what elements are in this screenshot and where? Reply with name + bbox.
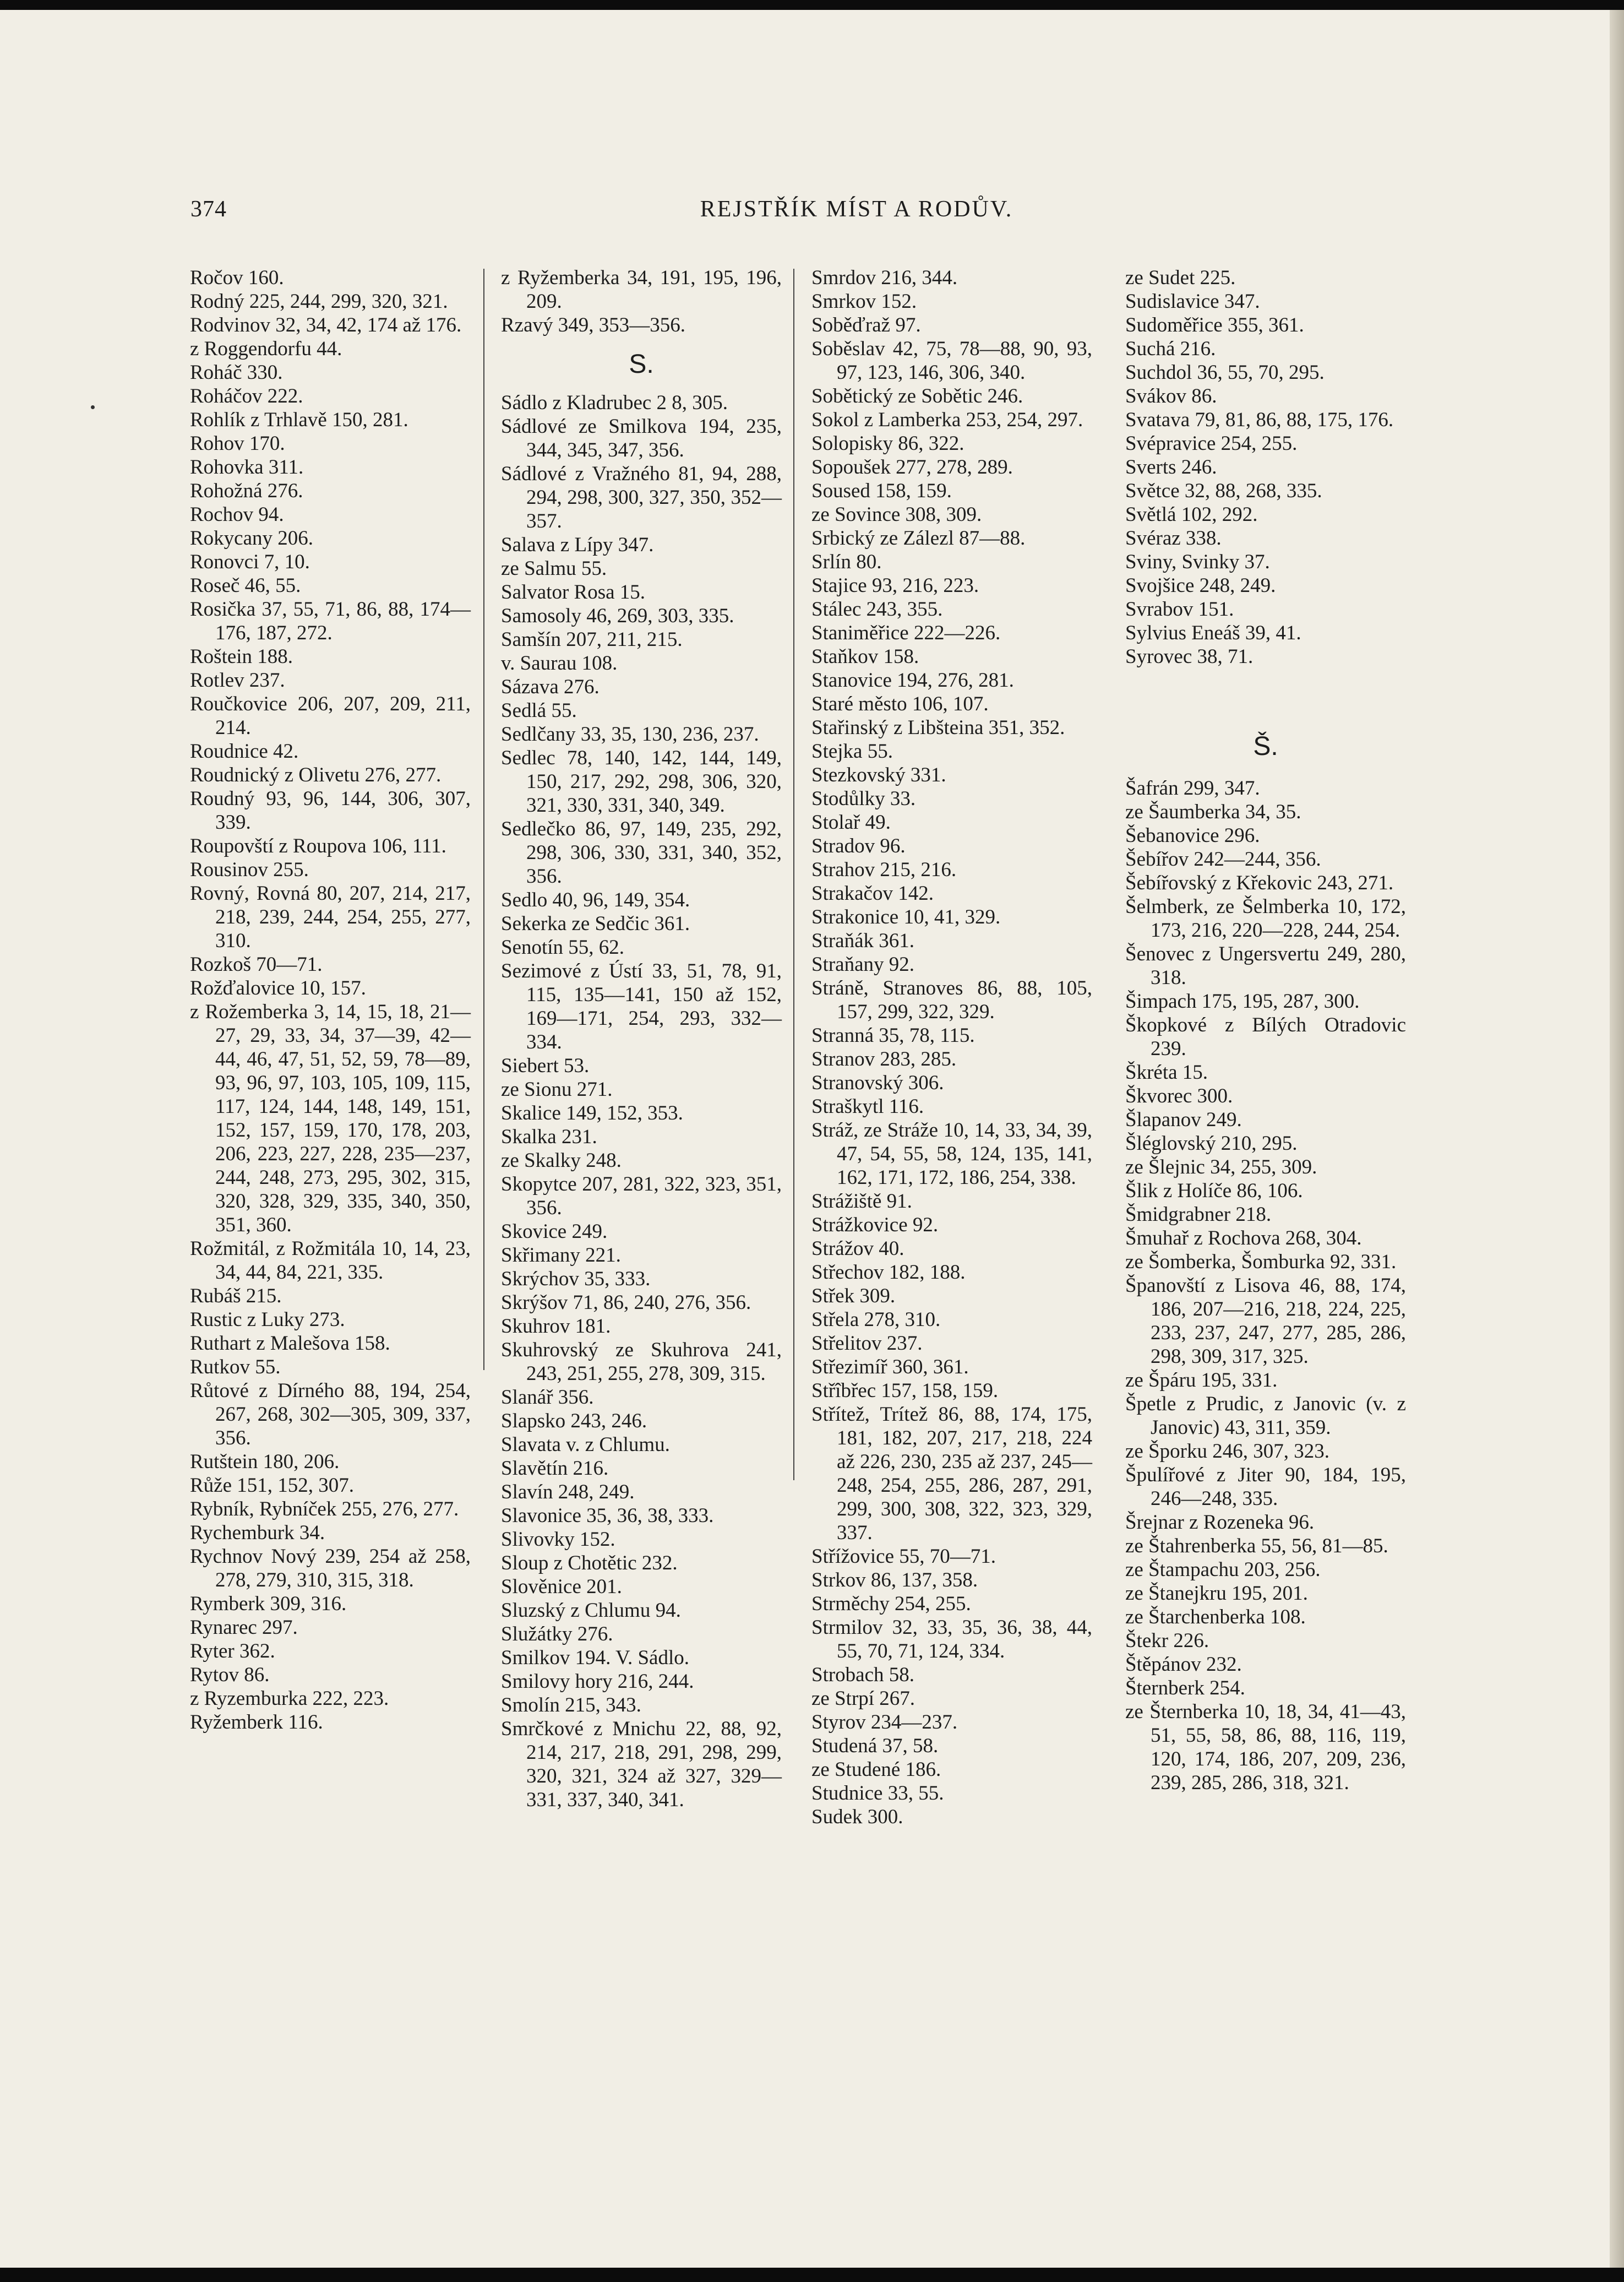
- index-entry: ze Studené 186.: [811, 1758, 941, 1781]
- index-entry: Sádlo z Kladrubec 2 8, 305.: [501, 392, 728, 414]
- index-entry: Šebanovice 296.: [1125, 824, 1260, 847]
- index-entry: Střelitov 237.: [811, 1332, 923, 1355]
- column-rule-2: [793, 269, 794, 1480]
- index-column-1: [190, 266, 471, 1734]
- index-entry: Skuhrovský ze Skuhrova 241, 243, 251, 255, 278, 309, 315.: [501, 1339, 782, 1385]
- index-entry: Slavonice 35, 36, 38, 333.: [501, 1504, 714, 1527]
- index-entry: Svatava 79, 81, 86, 88, 175, 176.: [1125, 409, 1394, 431]
- index-entry: ze Štahrenberka 55, 56, 81—85.: [1125, 1535, 1388, 1557]
- index-entry: ze Sovince 308, 309.: [811, 503, 982, 526]
- index-entry: ze Sionu 271.: [501, 1078, 613, 1101]
- print-speck: [91, 405, 95, 409]
- index-entry: Srlín 80.: [811, 551, 882, 573]
- index-entry: Sádlové ze Smilkova 194, 235, 344, 345, 347, 356.: [501, 415, 782, 461]
- index-entry: Rutkov 55.: [190, 1356, 281, 1378]
- index-entry: Stolař 49.: [811, 811, 891, 834]
- index-entry: Skalice 149, 152, 353.: [501, 1102, 683, 1124]
- index-entry: Svrabov 151.: [1125, 598, 1234, 621]
- index-entry: Strážov 40.: [811, 1237, 904, 1260]
- index-entry: Rousinov 255.: [190, 859, 309, 881]
- index-column-4: [1125, 266, 1406, 1795]
- index-entry: Straškytl 116.: [811, 1095, 924, 1118]
- index-entry: Samosoly 46, 269, 303, 335.: [501, 605, 734, 627]
- index-entry: Strakačov 142.: [811, 882, 934, 905]
- index-entry: z Ryžemberka 34, 191, 195, 196, 209.: [501, 267, 782, 313]
- index-entry: Staré město 106, 107.: [811, 693, 989, 715]
- index-entry: Straňany 92.: [811, 953, 915, 976]
- index-entry: Sokol z Lamberka 253, 254, 297.: [811, 409, 1083, 431]
- index-entry: Rosička 37, 55, 71, 86, 88, 174—176, 187, 272.: [190, 598, 471, 644]
- index-entry: Šafrán 299, 347.: [1125, 777, 1260, 800]
- index-entry: Skuhrov 181.: [501, 1315, 611, 1338]
- index-entry: Sezimové z Ústí 33, 51, 78, 91, 115, 135—141, 150 až 152, 169—171, 254, 293, 332—334.: [501, 960, 782, 1053]
- index-entry: ze Šlejnic 34, 255, 309.: [1125, 1156, 1317, 1178]
- index-entry: ze Skalky 248.: [501, 1149, 622, 1172]
- index-entry: Stejka 55.: [811, 740, 893, 763]
- index-entry: Ryžemberk 116.: [190, 1711, 323, 1734]
- index-entry: Stajice 93, 216, 223.: [811, 574, 979, 597]
- index-entry: Solopisky 86, 322.: [811, 432, 964, 455]
- index-entry: Slavětín 216.: [501, 1457, 609, 1480]
- index-entry: Sádlové z Vražného 81, 94, 288, 294, 298, 300, 327, 350, 352—357.: [501, 463, 782, 533]
- index-entry: Roháčov 222.: [190, 385, 303, 408]
- column-rule-1: [483, 269, 484, 1370]
- index-entry: Strážkovice 92.: [811, 1214, 939, 1236]
- index-entry: Šléglovský 210, 295.: [1125, 1132, 1298, 1155]
- index-entry: ze Sudet 225.: [1125, 267, 1236, 289]
- index-entry: Rožďalovice 10, 157.: [190, 977, 366, 999]
- index-entry: Sudoměřice 355, 361.: [1125, 314, 1304, 336]
- index-entry: Staňkov 158.: [811, 645, 919, 668]
- index-entry: Rodvinov 32, 34, 42, 174 až 176.: [190, 314, 462, 336]
- index-entry: ze Štarchenberka 108.: [1125, 1606, 1306, 1628]
- index-entry: Rotlev 237.: [190, 669, 285, 692]
- index-entry: Roučkovice 206, 207, 209, 211, 214.: [190, 693, 471, 739]
- index-entry: Slavata v. z Chlumu.: [501, 1433, 670, 1456]
- index-entry: Rochov 94.: [190, 503, 284, 526]
- index-entry: ze Štanejkru 195, 201.: [1125, 1582, 1308, 1605]
- index-entry: Sviny, Svinky 37.: [1125, 551, 1270, 573]
- index-entry: ze Salmu 55.: [501, 557, 607, 580]
- index-entry: Stařinský z Libšteina 351, 352.: [811, 716, 1065, 739]
- page-number: 374: [190, 197, 227, 222]
- index-entry: Střechov 182, 188.: [811, 1261, 966, 1284]
- index-entry: Slanář 356.: [501, 1386, 594, 1409]
- index-entry: Strobach 58.: [811, 1664, 915, 1686]
- index-entry: Stranov 283, 285.: [811, 1048, 957, 1071]
- index-entry: Střížovice 55, 70—71.: [811, 1545, 996, 1568]
- index-entry: Svojšice 248, 249.: [1125, 574, 1276, 597]
- index-entry: Sedlčany 33, 35, 130, 236, 237.: [501, 723, 759, 746]
- index-entry: Stráž, ze Stráže 10, 14, 33, 34, 39, 47, 54, 55, 58, 124, 135, 141, 162, 171, 172, 186, 254, 338.: [811, 1119, 1092, 1189]
- index-entry: Rohovka 311.: [190, 456, 304, 479]
- index-entry: Střítež, Trítež 86, 88, 174, 175, 181, 182, 207, 217, 218, 224 až 226, 230, 235 až 237, 245—248, 254, 255, 286, 287, 291, 299, 300, 308, 322, 323, 329, 337.: [811, 1403, 1092, 1544]
- index-entry: Samšín 207, 211, 215.: [501, 628, 683, 651]
- index-entry: Smilkov 194. V. Sádlo.: [501, 1647, 689, 1669]
- index-entry: Škopkové z Bílých Otradovic 239.: [1125, 1014, 1406, 1060]
- index-entry: Stanovice 194, 276, 281.: [811, 669, 1014, 692]
- index-entry: Stezkovský 331.: [811, 764, 946, 786]
- index-entry: Strážiště 91.: [811, 1190, 912, 1213]
- index-entry: Rohlík z Trhlavě 150, 281.: [190, 409, 408, 431]
- index-entry: Svákov 86.: [1125, 385, 1217, 408]
- index-entry: Rytov 86.: [190, 1664, 270, 1686]
- index-entry: Rynarec 297.: [190, 1616, 298, 1639]
- index-entry: Španovští z Lisova 46, 88, 174, 186, 207—216, 218, 224, 225, 233, 237, 247, 277, 285, 286, 298, 309, 317, 325.: [1125, 1274, 1406, 1368]
- index-entry: Skalka 231.: [501, 1126, 597, 1148]
- index-entry: Rohožná 276.: [190, 480, 303, 502]
- index-entry: Soběďraž 97.: [811, 314, 921, 336]
- index-entry: ze Šaumberka 34, 35.: [1125, 801, 1301, 823]
- index-entry: Šrejnar z Rozeneka 96.: [1125, 1511, 1315, 1534]
- index-entry: Rovný, Rovná 80, 207, 214, 217, 218, 239, 244, 254, 255, 277, 310.: [190, 882, 471, 952]
- index-entry: Rokycany 206.: [190, 527, 314, 550]
- index-entry: Smolín 215, 343.: [501, 1694, 641, 1716]
- index-entry: Šlapanov 249.: [1125, 1109, 1242, 1131]
- index-entry: Studnice 33, 55.: [811, 1782, 944, 1805]
- index-entry: Sluzský z Chlumu 94.: [501, 1599, 681, 1622]
- index-entry: Ryter 362.: [190, 1640, 275, 1662]
- index-entry: Šelmberk, ze Šelmberka 10, 172, 173, 216, 220—228, 244, 254.: [1125, 895, 1406, 942]
- index-entry: Šebířovský z Křekovic 243, 271.: [1125, 872, 1394, 894]
- index-entry: Slivovky 152.: [501, 1528, 615, 1551]
- index-entry: Roseč 46, 55.: [190, 574, 301, 597]
- index-entry: Štěpánov 232.: [1125, 1653, 1242, 1676]
- index-entry: Šmidgrabner 218.: [1125, 1203, 1272, 1226]
- index-entry: Slavín 248, 249.: [501, 1481, 635, 1503]
- index-entry: Střek 309.: [811, 1285, 896, 1307]
- index-entry: Rohov 170.: [190, 432, 285, 455]
- index-entry: Šmuhař z Rochova 268, 304.: [1125, 1227, 1362, 1249]
- index-entry: Sedlečko 86, 97, 149, 235, 292, 298, 306, 330, 331, 340, 352, 356.: [501, 818, 782, 888]
- index-entry: Stranná 35, 78, 115.: [811, 1024, 975, 1047]
- index-entry: Sopoušek 277, 278, 289.: [811, 456, 1013, 479]
- index-entry: Špetle z Prudic, z Janovic (v. z Janovic) 43, 311, 359.: [1125, 1393, 1406, 1439]
- index-entry: Strmilov 32, 33, 35, 36, 38, 44, 55, 70, 71, 124, 334.: [811, 1616, 1092, 1662]
- section-letter: S.: [629, 350, 654, 379]
- index-entry: Slapsko 243, 246.: [501, 1410, 647, 1432]
- index-entry: z Roggendorfu 44.: [190, 338, 342, 360]
- index-entry: Škvorec 300.: [1125, 1085, 1233, 1107]
- index-entry: Rutštein 180, 206.: [190, 1450, 340, 1473]
- index-entry: Růtové z Dírného 88, 194, 254, 267, 268, 302—305, 309, 337, 356.: [190, 1379, 471, 1449]
- index-entry: Rychnov Nový 239, 254 až 258, 278, 279, 310, 315, 318.: [190, 1545, 471, 1591]
- index-entry: Suchá 216.: [1125, 338, 1216, 360]
- index-entry: Stráně, Stranoves 86, 88, 105, 157, 299, 322, 329.: [811, 977, 1092, 1023]
- index-entry: Rubáš 215.: [190, 1285, 282, 1307]
- index-entry: Služátky 276.: [501, 1623, 613, 1645]
- page-header: [190, 196, 1523, 235]
- index-entry: Svéraz 338.: [1125, 527, 1222, 550]
- index-entry: Skrýšov 71, 86, 240, 276, 356.: [501, 1291, 751, 1314]
- index-entry: Šimpach 175, 195, 287, 300.: [1125, 990, 1360, 1013]
- index-entry: Stodůlky 33.: [811, 787, 916, 810]
- index-entry: Šternberk 254.: [1125, 1677, 1245, 1699]
- index-entry: Skopytce 207, 281, 322, 323, 351, 356.: [501, 1173, 782, 1219]
- index-entry: ze Šternberka 10, 18, 34, 41—43, 51, 55, 58, 86, 88, 116, 119, 120, 174, 186, 207, 209, 236, 239, 285, 286, 318, 321.: [1125, 1700, 1406, 1794]
- index-entry: Rodný 225, 244, 299, 320, 321.: [190, 290, 448, 313]
- index-entry: Smrkov 152.: [811, 290, 917, 313]
- index-entry: Rymberk 309, 316.: [190, 1593, 347, 1615]
- index-entry: Štekr 226.: [1125, 1629, 1209, 1652]
- index-entry: Ročov 160.: [190, 267, 284, 289]
- index-entry: Sedlo 40, 96, 149, 354.: [501, 889, 690, 911]
- index-entry: Smilovy hory 216, 244.: [501, 1670, 694, 1693]
- index-entry: v. Saurau 108.: [501, 652, 618, 675]
- index-entry: Sudislavice 347.: [1125, 290, 1260, 313]
- index-entry: Škréta 15.: [1125, 1061, 1208, 1084]
- index-entry: Sylvius Eneáš 39, 41.: [1125, 622, 1301, 644]
- index-entry: z Rožemberka 3, 14, 15, 18, 21—27, 29, 33, 34, 37—39, 42—44, 46, 47, 51, 52, 59, 78—89, 93, 96, 97, 103, 105, 109, 115, 117, 124, 144, 148, 149, 151, 152, 157, 159, 170, 178, 203, 206, 223, 227, 228, 235—237, 244, 248, 273, 295, 302, 315, 320, 328, 329, 335, 340, 350, 351, 360.: [190, 1001, 471, 1236]
- index-entry: ze Šporku 246, 307, 323.: [1125, 1440, 1329, 1463]
- index-entry: Šlik z Holíče 86, 106.: [1125, 1180, 1303, 1202]
- index-entry: Skrýchov 35, 333.: [501, 1268, 651, 1290]
- index-entry: Slověnice 201.: [501, 1575, 622, 1598]
- index-entry: Světlá 102, 292.: [1125, 503, 1258, 526]
- index-entry: ze Šomberka, Šomburka 92, 331.: [1125, 1251, 1397, 1273]
- index-entry: Suchdol 36, 55, 70, 295.: [1125, 361, 1325, 384]
- index-entry: Smrdov 216, 344.: [811, 267, 958, 289]
- index-entry: Střîbřec 157, 158, 159.: [811, 1379, 999, 1402]
- index-entry: Svépravice 254, 255.: [1125, 432, 1298, 455]
- index-entry: Rustic z Luky 273.: [190, 1308, 345, 1331]
- index-entry: Stálec 243, 355.: [811, 598, 943, 621]
- index-entry: z Ryzemburka 222, 223.: [190, 1687, 389, 1710]
- index-entry: Skřimany 221.: [501, 1244, 621, 1267]
- index-entry: Stranovský 306.: [811, 1072, 944, 1094]
- index-entry: Studená 37, 58.: [811, 1735, 939, 1757]
- index-entry: Roudnice 42.: [190, 740, 299, 763]
- page-binding-edge: [1610, 10, 1624, 2268]
- index-entry: Ruthart z Malešova 158.: [190, 1332, 390, 1355]
- index-column-2: [501, 266, 782, 1812]
- running-title: REJSTŘÍK MÍST A RODŮV.: [700, 197, 1013, 222]
- index-entry: Skovice 249.: [501, 1220, 608, 1243]
- index-entry: Strkov 86, 137, 358.: [811, 1569, 978, 1591]
- index-entry: Špulířové z Jiter 90, 184, 195, 246—248, 335.: [1125, 1464, 1406, 1510]
- index-entry: Šebířov 242—244, 356.: [1125, 848, 1321, 871]
- index-entry: Roháč 330.: [190, 361, 283, 384]
- index-entry: Srbický ze Zálezl 87—88.: [811, 527, 1026, 550]
- section-letter: Š.: [1253, 732, 1278, 761]
- index-entry: Siebert 53.: [501, 1055, 590, 1077]
- index-entry: Sudek 300.: [811, 1806, 903, 1828]
- index-entry: Sekerka ze Sedčic 361.: [501, 912, 690, 935]
- index-entry: Sverts 246.: [1125, 456, 1217, 479]
- index-entry: Senotín 55, 62.: [501, 936, 625, 959]
- index-entry: Strměchy 254, 255.: [811, 1593, 971, 1615]
- index-entry: Roudný 93, 96, 144, 306, 307, 339.: [190, 787, 471, 834]
- index-entry: Rybník, Rybníček 255, 276, 277.: [190, 1498, 459, 1520]
- index-entry: Sedlec 78, 140, 142, 144, 149, 150, 217, 292, 298, 306, 320, 321, 330, 331, 340, 349.: [501, 747, 782, 817]
- index-entry: ze Štampachu 203, 256.: [1125, 1558, 1321, 1581]
- index-entry: Styrov 234—237.: [811, 1711, 958, 1734]
- index-entry: Strakonice 10, 41, 329.: [811, 906, 1001, 928]
- index-entry: Staniměřice 222—226.: [811, 622, 1001, 644]
- index-entry: Salava z Lípy 347.: [501, 534, 654, 556]
- index-entry: Sázava 276.: [501, 676, 600, 698]
- index-entry: Růže 151, 152, 307.: [190, 1474, 355, 1497]
- index-entry: Sedlá 55.: [501, 699, 577, 722]
- index-entry: Střezimíř 360, 361.: [811, 1356, 969, 1378]
- index-entry: Smrčkové z Mnichu 22, 88, 92, 214, 217, 218, 291, 298, 299, 320, 321, 324 až 327, 329—331, 337, 340, 341.: [501, 1718, 782, 1811]
- index-entry: Salvator Rosa 15.: [501, 581, 646, 604]
- index-entry: Rychemburk 34.: [190, 1522, 325, 1544]
- index-entry: Soběslav 42, 75, 78—88, 90, 93, 97, 123, 146, 306, 340.: [811, 338, 1092, 384]
- index-entry: Soused 158, 159.: [811, 480, 952, 502]
- index-entry: Straňák 361.: [811, 930, 915, 952]
- index-entry: ze Špáru 195, 331.: [1125, 1369, 1278, 1392]
- index-entry: Roupovští z Roupova 106, 111.: [190, 835, 446, 857]
- index-entry: Rozkoš 70—71.: [190, 953, 323, 976]
- index-entry: Sloup z Chotětic 232.: [501, 1552, 678, 1574]
- index-entry: Roštein 188.: [190, 645, 293, 668]
- index-page: [0, 10, 1624, 2268]
- index-entry: Strahov 215, 216.: [811, 859, 957, 881]
- index-entry: Syrovec 38, 71.: [1125, 645, 1254, 668]
- index-entry: Rožmitál, z Rožmitála 10, 14, 23, 34, 44, 84, 221, 335.: [190, 1237, 471, 1284]
- index-entry: Roudnický z Olivetu 276, 277.: [190, 764, 442, 786]
- index-entry: Ronovci 7, 10.: [190, 551, 310, 573]
- index-column-3: [811, 266, 1092, 1829]
- index-entry: Šenovec z Ungersvertu 249, 280, 318.: [1125, 943, 1406, 989]
- index-entry: Střela 278, 310.: [811, 1308, 941, 1331]
- index-entry: Sobětický ze Sobětic 246.: [811, 385, 1023, 408]
- index-entry: Stradov 96.: [811, 835, 906, 857]
- index-entry: Rzavý 349, 353—356.: [501, 314, 686, 336]
- index-entry: ze Strpí 267.: [811, 1687, 915, 1710]
- index-entry: Světce 32, 88, 268, 335.: [1125, 480, 1322, 502]
